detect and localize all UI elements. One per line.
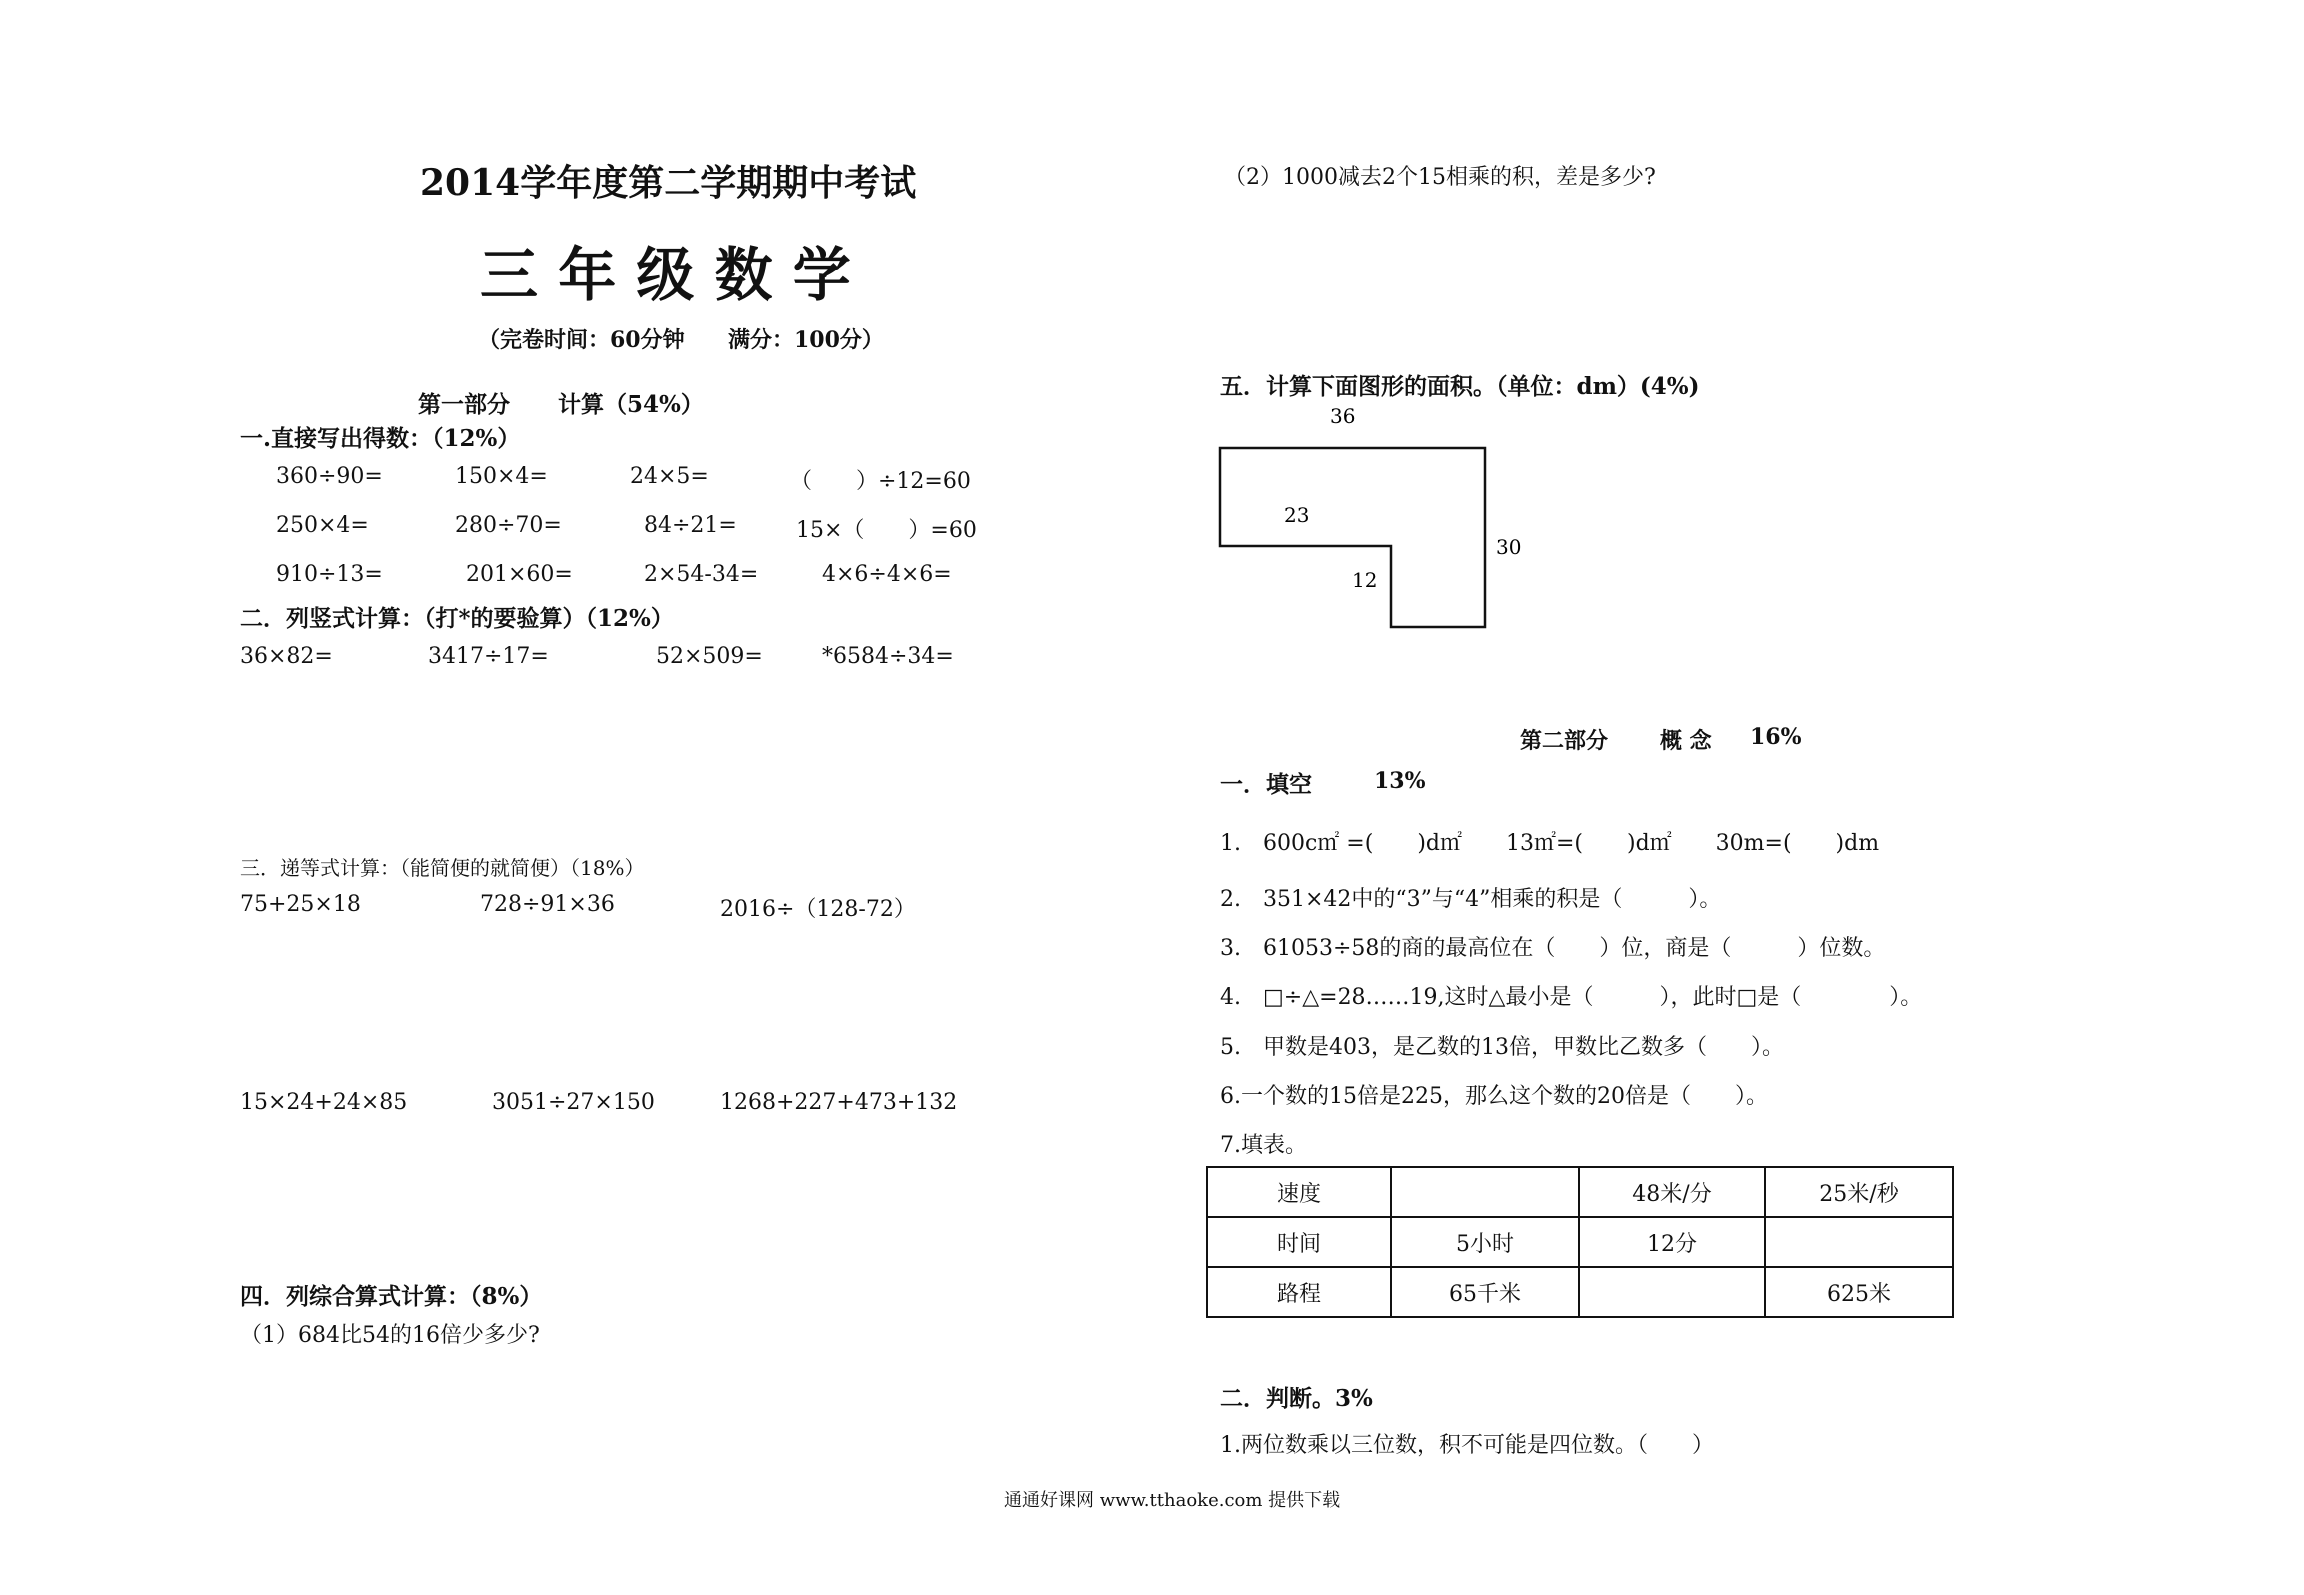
fill-pct: 13% bbox=[1374, 768, 1426, 794]
table-cell bbox=[1391, 1167, 1579, 1217]
part1-heading-right: 计算（54%） bbox=[558, 391, 704, 418]
fill-item: 2. 351×42中的“3”与“4”相乘的积是（ ）。 bbox=[1220, 887, 1722, 912]
judge-q1: 1.两位数乘以三位数，积不可能是四位数。（ ） bbox=[1220, 1433, 1714, 1458]
fill-item: 7.填表。 bbox=[1220, 1133, 1307, 1158]
sec1-item: 4×6÷4×6= bbox=[822, 562, 952, 587]
sec3-item: 728÷91×36 bbox=[480, 892, 615, 917]
fill-item: 3. 61053÷58的商的最高位在（ ）位，商是（ ）位数。 bbox=[1220, 936, 1886, 961]
table-cell: 时间 bbox=[1207, 1217, 1391, 1267]
l-shape-figure bbox=[1210, 400, 1550, 640]
sec2-item: 52×509= bbox=[656, 644, 763, 669]
sec1-item: 15×（ ）=60 bbox=[796, 518, 977, 543]
sec2-item: *6584÷34= bbox=[822, 644, 954, 669]
sec1-item: 250×4= bbox=[276, 513, 369, 538]
sec1-item: （ ）÷12=60 bbox=[790, 469, 971, 494]
label-top: 36 bbox=[1330, 404, 1356, 428]
subject-title: 三 年 级 数 学 bbox=[480, 241, 851, 309]
sec3-item: 75+25×18 bbox=[240, 892, 361, 917]
table-cell: 48米/分 bbox=[1579, 1167, 1765, 1217]
exam-title: 2014学年度第二学期期中考试 bbox=[420, 162, 917, 204]
sec2-item: 3417÷17= bbox=[428, 644, 549, 669]
sec3-item: 15×24+24×85 bbox=[240, 1090, 408, 1115]
table-cell: 速度 bbox=[1207, 1167, 1391, 1217]
sec1-item: 24×5= bbox=[630, 464, 709, 489]
table-cell bbox=[1579, 1267, 1765, 1317]
table-cell bbox=[1765, 1217, 1953, 1267]
table-cell: 625米 bbox=[1765, 1267, 1953, 1317]
sec1-title: 一.直接写出得数：（12%） bbox=[240, 425, 521, 452]
sec3-item: 3051÷27×150 bbox=[492, 1090, 655, 1115]
sec1-item: 360÷90= bbox=[276, 464, 383, 489]
sec3-title: 三．递等式计算：（能简便的就简便）（18%） bbox=[240, 856, 645, 880]
label-right: 30 bbox=[1496, 535, 1522, 559]
table-row bbox=[1207, 1167, 1953, 1217]
sec1-item: 910÷13= bbox=[276, 562, 383, 587]
sec1-item: 280÷70= bbox=[455, 513, 562, 538]
sec1-item: 2×54-34= bbox=[644, 562, 759, 587]
sec3-item: 1268+227+473+132 bbox=[720, 1090, 958, 1115]
table-row bbox=[1207, 1267, 1953, 1317]
table-cell: 65千米 bbox=[1391, 1267, 1579, 1317]
table-cell: 25米/秒 bbox=[1765, 1167, 1953, 1217]
part2-heading: 第二部分 bbox=[1520, 728, 1609, 754]
fill-item: 1. 600c㎡ =( )d㎡ 13㎡=( )d㎡ 30m=( )dm bbox=[1220, 831, 1880, 856]
judge-title: 二．判断。3% bbox=[1220, 1385, 1373, 1412]
speed-table bbox=[1206, 1166, 1954, 1318]
sec4-q2: （2）1000减去2个15相乘的积，差是多少? bbox=[1224, 165, 1656, 190]
fill-item: 6.一个数的15倍是225，那么这个数的20倍是（ ）。 bbox=[1220, 1084, 1768, 1109]
label-bottom: 12 bbox=[1352, 568, 1378, 592]
time-info: （完卷时间：60分钟 bbox=[478, 327, 685, 353]
sec4-q1: （1）684比54的16倍少多少? bbox=[240, 1323, 540, 1348]
part1-heading: 第一部分 bbox=[418, 391, 510, 418]
fill-item: 5. 甲数是403，是乙数的13倍，甲数比乙数多（ ）。 bbox=[1220, 1035, 1784, 1060]
table-cell: 路程 bbox=[1207, 1267, 1391, 1317]
l-shape-outline bbox=[1220, 448, 1485, 627]
sec1-item: 84÷21= bbox=[644, 513, 737, 538]
table-cell: 12分 bbox=[1579, 1217, 1765, 1267]
part2-heading-pct: 16% bbox=[1750, 724, 1802, 750]
fill-title: 一．填空 bbox=[1220, 771, 1312, 798]
label-inner: 23 bbox=[1284, 503, 1310, 527]
sec3-item: 2016÷（128-72） bbox=[720, 897, 916, 922]
sec2-item: 36×82= bbox=[240, 644, 333, 669]
sec4-title: 四．列综合算式计算：（8%） bbox=[240, 1283, 543, 1310]
score-info: 满分：100分） bbox=[728, 327, 884, 353]
footer-text: 通通好课网 www.tthaoke.com 提供下载 bbox=[1004, 1490, 1341, 1511]
sec2-title: 二．列竖式计算：（打*的要验算）（12%） bbox=[240, 605, 674, 632]
table-row bbox=[1207, 1217, 1953, 1267]
fill-item: 4. □÷△=28……19,这时△最小是（ ），此时□是（ ）。 bbox=[1220, 985, 1923, 1010]
sec1-item: 201×60= bbox=[466, 562, 573, 587]
sec1-item: 150×4= bbox=[455, 464, 548, 489]
sec5-title: 五．计算下面图形的面积。（单位：dm）(4%) bbox=[1220, 373, 1700, 400]
part2-heading-mid: 概 念 bbox=[1660, 728, 1712, 754]
table-cell: 5小时 bbox=[1391, 1217, 1579, 1267]
